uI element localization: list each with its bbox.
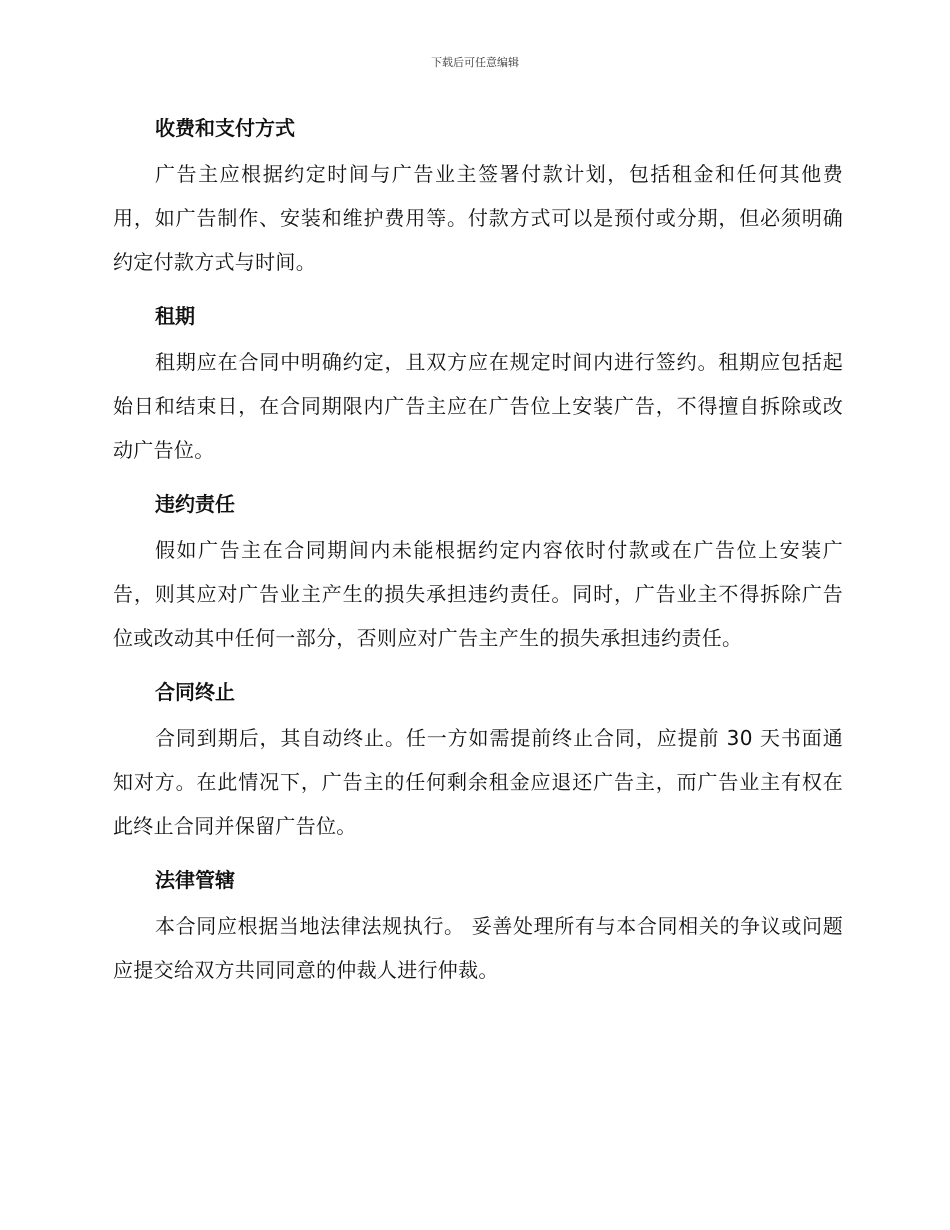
section-body-termination: 合同到期后，其自动终止。任一方如需提前终止合同，应提前 30 天书面通知对方。在此情况下，广告主的任何剩余租金应退还广告主，而广告业主有权在此终止合同并保留广告位。 (113, 726, 843, 838)
section-heading-lease-term: 租期 (155, 304, 195, 328)
section-body-breach: 假如广告主在合同期间内未能根据约定内容依时付款或在广告位上安装广告，则其应对广告业主产生的损失承担违约责任。同时，广告业主不得拆除广告位或改动其中任何一部分，否则应对广告主产生的损失承担违约责任。 (113, 538, 843, 650)
section-body-fees: 广告主应根据约定时间与广告业主签署付款计划，包括租金和任何其他费用，如广告制作、安装和维护费用等。付款方式可以是预付或分期，但必须明确约定付款方式与时间。 (113, 162, 843, 274)
page-header: 下载后可任意编辑 (431, 56, 519, 69)
section-heading-breach: 违约责任 (155, 492, 235, 516)
document-content (113, 108, 843, 1004)
section-heading-termination: 合同终止 (155, 680, 235, 704)
section-body-jurisdiction: 本合同应根据当地法律法规执行。 妥善处理所有与本合同相关的争议或问题应提交给双方共同同意的仲裁人进行仲裁。 (113, 914, 843, 982)
section-heading-fees: 收费和支付方式 (155, 116, 295, 140)
section-heading-jurisdiction: 法律管辖 (155, 868, 235, 892)
section-body-lease-term: 租期应在合同中明确约定，且双方应在规定时间内进行签约。租期应包括起始日和结束日，在合同期限内广告主应在广告位上安装广告，不得擅自拆除或改动广告位。 (113, 350, 843, 462)
